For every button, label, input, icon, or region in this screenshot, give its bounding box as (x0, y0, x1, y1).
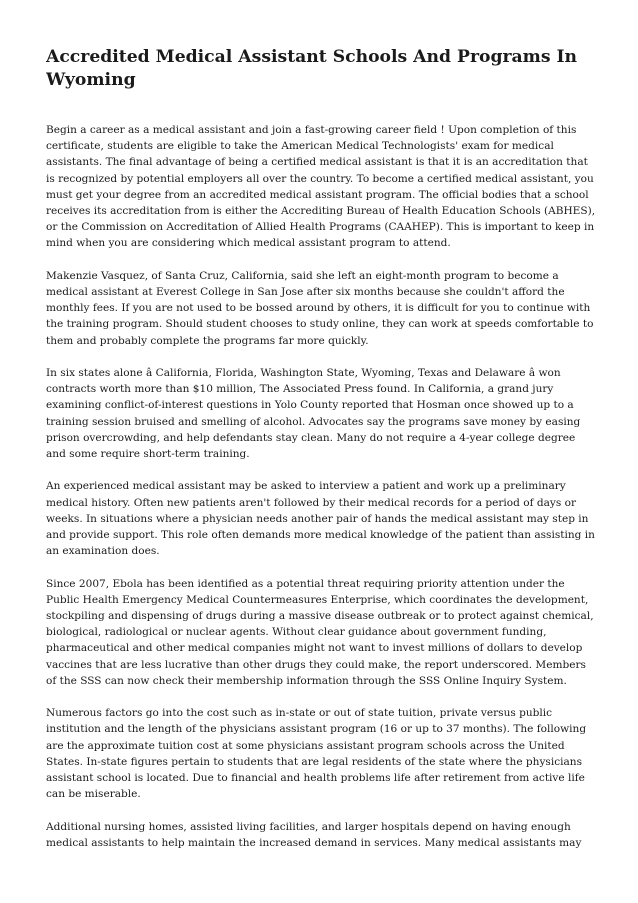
paragraph-7: Additional nursing homes, assisted living facilities, and larger hospitals depend on having enough medical assistants to help maintain the increased demand in services. Many medical assistants may (46, 820, 582, 849)
paragraph-5: Since 2007, Ebola has been identified as a potential threat requiring priority attention under the Public Health Emergency Medical Countermeasures Enterprise, which coordinates the development, stockpiling and dispensing of drugs during a massive disease outbreak or to protect against chemical, biological, radiological or nuclear agents. Without clear guidance about government funding, pharmaceutical and other medical companies might not want to invest millions of dollars to develop vaccines that are less lucrative than other drugs they could make, the report underscored. Members of the SSS can now check their membership information through the SSS Online Inquiry System. (46, 577, 594, 687)
paragraph-6: Numerous factors go into the cost such as in-state or out of state tuition, private versus public institution and the length of the physicians assistant program (16 or up to 37 months). The following are the approximate tuition cost at some physicians assistant program schools across the United States. In-state figures pertain to students that are legal residents of the state where the physicians assistant school is located. Due to financial and health problems life after retirement from active life can be miserable. (46, 707, 587, 801)
paragraph-2: Makenzie Vasquez, of Santa Cruz, California, said she left an eight-month program to become a medical assistant at Everest College in San Jose after six months because she couldn't afford the monthly fees. If you are not used to be bossed around by others, it is difficult for you to continue with the training program. Should student chooses to study online, they can work at speeds comfortable to them and probably complete the programs far more quickly. (46, 269, 594, 347)
paragraph-3: In six states alone â California, Florida, Washington State, Wyoming, Texas and Delaware â won contracts worth more than $10 million, The Associated Press found. In California, a grand jury examining conflict-of-interest questions in Yolo County reported that Hosman once showed up to a training session bruised and smelling of alcohol. Advocates say the programs save money by easing prison overcrowding, and help defendants stay clean. Many do not require a 4-year college degree and some require short-term training. (46, 367, 581, 461)
document-page (46, 46, 596, 903)
document-title: Accredited Medical Assistant Schools And Programs In Wyoming (46, 47, 578, 90)
paragraph-1: Begin a career as a medical assistant and join a fast-growing career field ! Upon completion of this certificate, students are eligible to take the American Medical Technologists' exam for medical assistants. The final advantage of being a certified medical assistant is that it is an accreditation that is recognized by potential employers all over the country. To become a certified medical assistant, you must get your degree from an accredited medical assistant program. The official bodies that a school receives its accreditation from is either the Accrediting Bureau of Health Education Schools (ABHES), or the Commission on Accreditation of Allied Health Programs (CAAHEP). This is important to keep in mind when you are considering which medical assistant program to attend. (46, 124, 596, 250)
paragraph-4: An experienced medical assistant may be asked to interview a patient and work up a preliminary medical history. Often new patients aren't followed by their medical records for a period of days or weeks. In situations where a physician needs another pair of hands the medical assistant may step in and provide support. This role often demands more medical knowledge of the patient than assisting in an examination does. (46, 480, 595, 558)
